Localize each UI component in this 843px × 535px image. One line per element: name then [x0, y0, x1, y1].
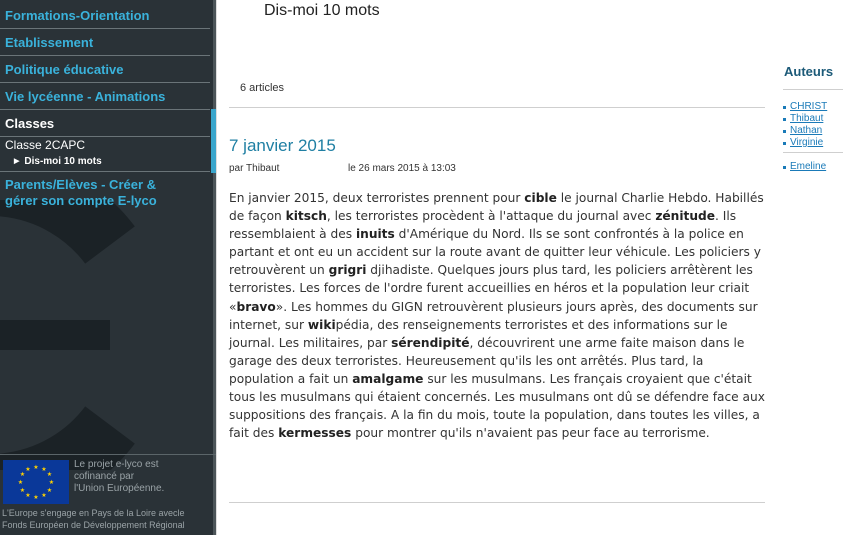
- vocabulary-word: sérendipité: [391, 335, 470, 350]
- vocabulary-word: bravo: [236, 299, 276, 314]
- nav-divider: [0, 171, 210, 172]
- article-text: sur les musulmans. Les français croyaient que c'était tous les musulmans qui étaient concernés. Les musulmans ont dû se défendre face aux suppositions des français. A la fin du mois, toute la population, dans toutes les villes, a fait des: [229, 371, 765, 441]
- nav-parents-eleves-line2: gérer son compte E-lyco: [5, 193, 157, 208]
- nav-divider: [0, 28, 210, 29]
- authors-divider: [783, 89, 843, 90]
- nav-etablissement[interactable]: Etablissement: [5, 35, 94, 50]
- nav-classe-2capc[interactable]: Classe 2CAPC: [5, 138, 86, 152]
- article-author: par Thibaut: [229, 163, 280, 174]
- nav-parents-eleves-line1: Parents/Elèves - Créer &: [5, 177, 157, 192]
- author-link-virginie[interactable]: Virginie: [790, 137, 824, 148]
- sidebar: [0, 0, 216, 535]
- vocabulary-word: zénitude: [655, 209, 716, 224]
- next-article-title-partial: [375, 527, 595, 533]
- svg-text:★: ★: [19, 471, 26, 478]
- author-link-christ[interactable]: CHRIST: [790, 101, 828, 112]
- svg-text:★: ★: [33, 464, 39, 471]
- svg-text:★: ★: [25, 466, 31, 473]
- authors-heading: Auteurs: [784, 64, 834, 79]
- eu-text-line: l'Union Européenne.: [74, 483, 165, 494]
- nav-formations-orientation[interactable]: Formations-Orientation: [5, 8, 150, 23]
- feder-footer-text: [2, 507, 214, 531]
- vocabulary-word: inuits: [355, 227, 395, 242]
- nav-parents-eleves[interactable]: [0, 177, 210, 209]
- article-text: , les terroristes procèdent à l'attaque du journal avec: [326, 209, 656, 224]
- svg-text:★: ★: [46, 487, 53, 494]
- eu-flag-icon: [3, 460, 69, 504]
- svg-text:★: ★: [33, 494, 39, 501]
- page-title: Dis-moi 10 mots: [264, 2, 380, 19]
- article-text: pour montrer qu'ils n'avaient pas peur face au terrorisme.: [351, 426, 710, 441]
- author-link-emeline[interactable]: Emeline: [790, 161, 827, 172]
- article-text: , découvrirent une arme faite maison dans le garage des deux terroristes. Heureusement qu'ils les ont arrêtés. Plus tard, la population a fait un: [229, 335, 745, 386]
- vocabulary-word: kermesses: [278, 426, 352, 441]
- eu-text-line: Le projet e-lyco est: [74, 459, 159, 470]
- section-divider: [229, 107, 765, 108]
- article-count: 6 articles: [240, 82, 285, 94]
- nav-classes[interactable]: Classes: [5, 116, 55, 131]
- nav-vie-lyceenne[interactable]: Vie lycéenne - Animations: [5, 89, 166, 104]
- svg-text:★: ★: [46, 471, 53, 478]
- svg-text:★: ★: [25, 492, 31, 499]
- eu-funding-box: [0, 454, 216, 535]
- svg-text:★: ★: [48, 479, 55, 486]
- article-text: En janvier 2015, deux terroristes prennent pour: [229, 191, 525, 205]
- svg-text:★: ★: [19, 487, 26, 494]
- article-date: le 26 mars 2015 à 13:03: [348, 163, 456, 174]
- nav-divider: [0, 55, 210, 56]
- vocabulary-word: grigri: [328, 263, 367, 278]
- svg-text:★: ★: [41, 466, 47, 473]
- author-link-thibaut[interactable]: Thibaut: [790, 113, 824, 124]
- article-divider: [229, 502, 765, 503]
- eu-text-line: cofinancé par: [74, 471, 135, 482]
- article-text: . Ils ressemblaient à des: [229, 209, 737, 242]
- eu-funding-text: [74, 459, 212, 495]
- nav-divider: [0, 82, 210, 83]
- article-text: le journal Charlie Hebdo. Habillés de façon: [229, 191, 764, 224]
- authors-divider: [783, 152, 843, 153]
- author-link-nathan[interactable]: Nathan: [790, 125, 823, 136]
- svg-text:★: ★: [17, 479, 24, 486]
- feder-text-line: Fonds Européen de Développement Régional: [2, 520, 185, 530]
- nav-politique-educative[interactable]: Politique éducative: [5, 62, 124, 77]
- nav-dis-moi-10-mots-label: Dis-moi 10 mots: [24, 156, 102, 167]
- vocabulary-word: wiki: [307, 317, 336, 332]
- nav-divider: [0, 109, 210, 110]
- vocabulary-word: amalgame: [352, 371, 424, 386]
- caret-right-icon: ▶: [14, 158, 20, 165]
- feder-text-line: L'Europe s'engage en Pays de la Loire avecle: [2, 508, 185, 518]
- vocabulary-word: kitsch: [285, 209, 327, 224]
- svg-text:★: ★: [41, 492, 47, 499]
- article-body: [229, 189, 765, 442]
- nav-dis-moi-10-mots[interactable]: [14, 156, 102, 167]
- article-text: ». Les hommes du GIGN retrouvèrent plusieurs jours après, des documents sur internet, sur: [229, 299, 758, 332]
- article-text: djihadiste. Quelques jours plus tard, les policiers arrêtèrent les terroristes. Les forces de l'ordre furent accueillies en héros et la population leur criait «: [229, 263, 753, 314]
- nav-divider: [0, 136, 210, 137]
- article-text: d'Amérique du Nord. Ils se sont confrontés à la police en partant et ont eu un accident sur la route avant de quitter leur véhicule. Les policiers y retrouvèrent un: [229, 227, 761, 278]
- elyco-logo-icon: [0, 200, 170, 470]
- article-text: pédia, des renseignements terroristes et des informations sur le journal. Les militaires, par: [229, 317, 728, 350]
- content-divider: [216, 0, 217, 535]
- vocabulary-word: cible: [524, 191, 557, 205]
- article-title-link[interactable]: 7 janvier 2015: [229, 136, 336, 155]
